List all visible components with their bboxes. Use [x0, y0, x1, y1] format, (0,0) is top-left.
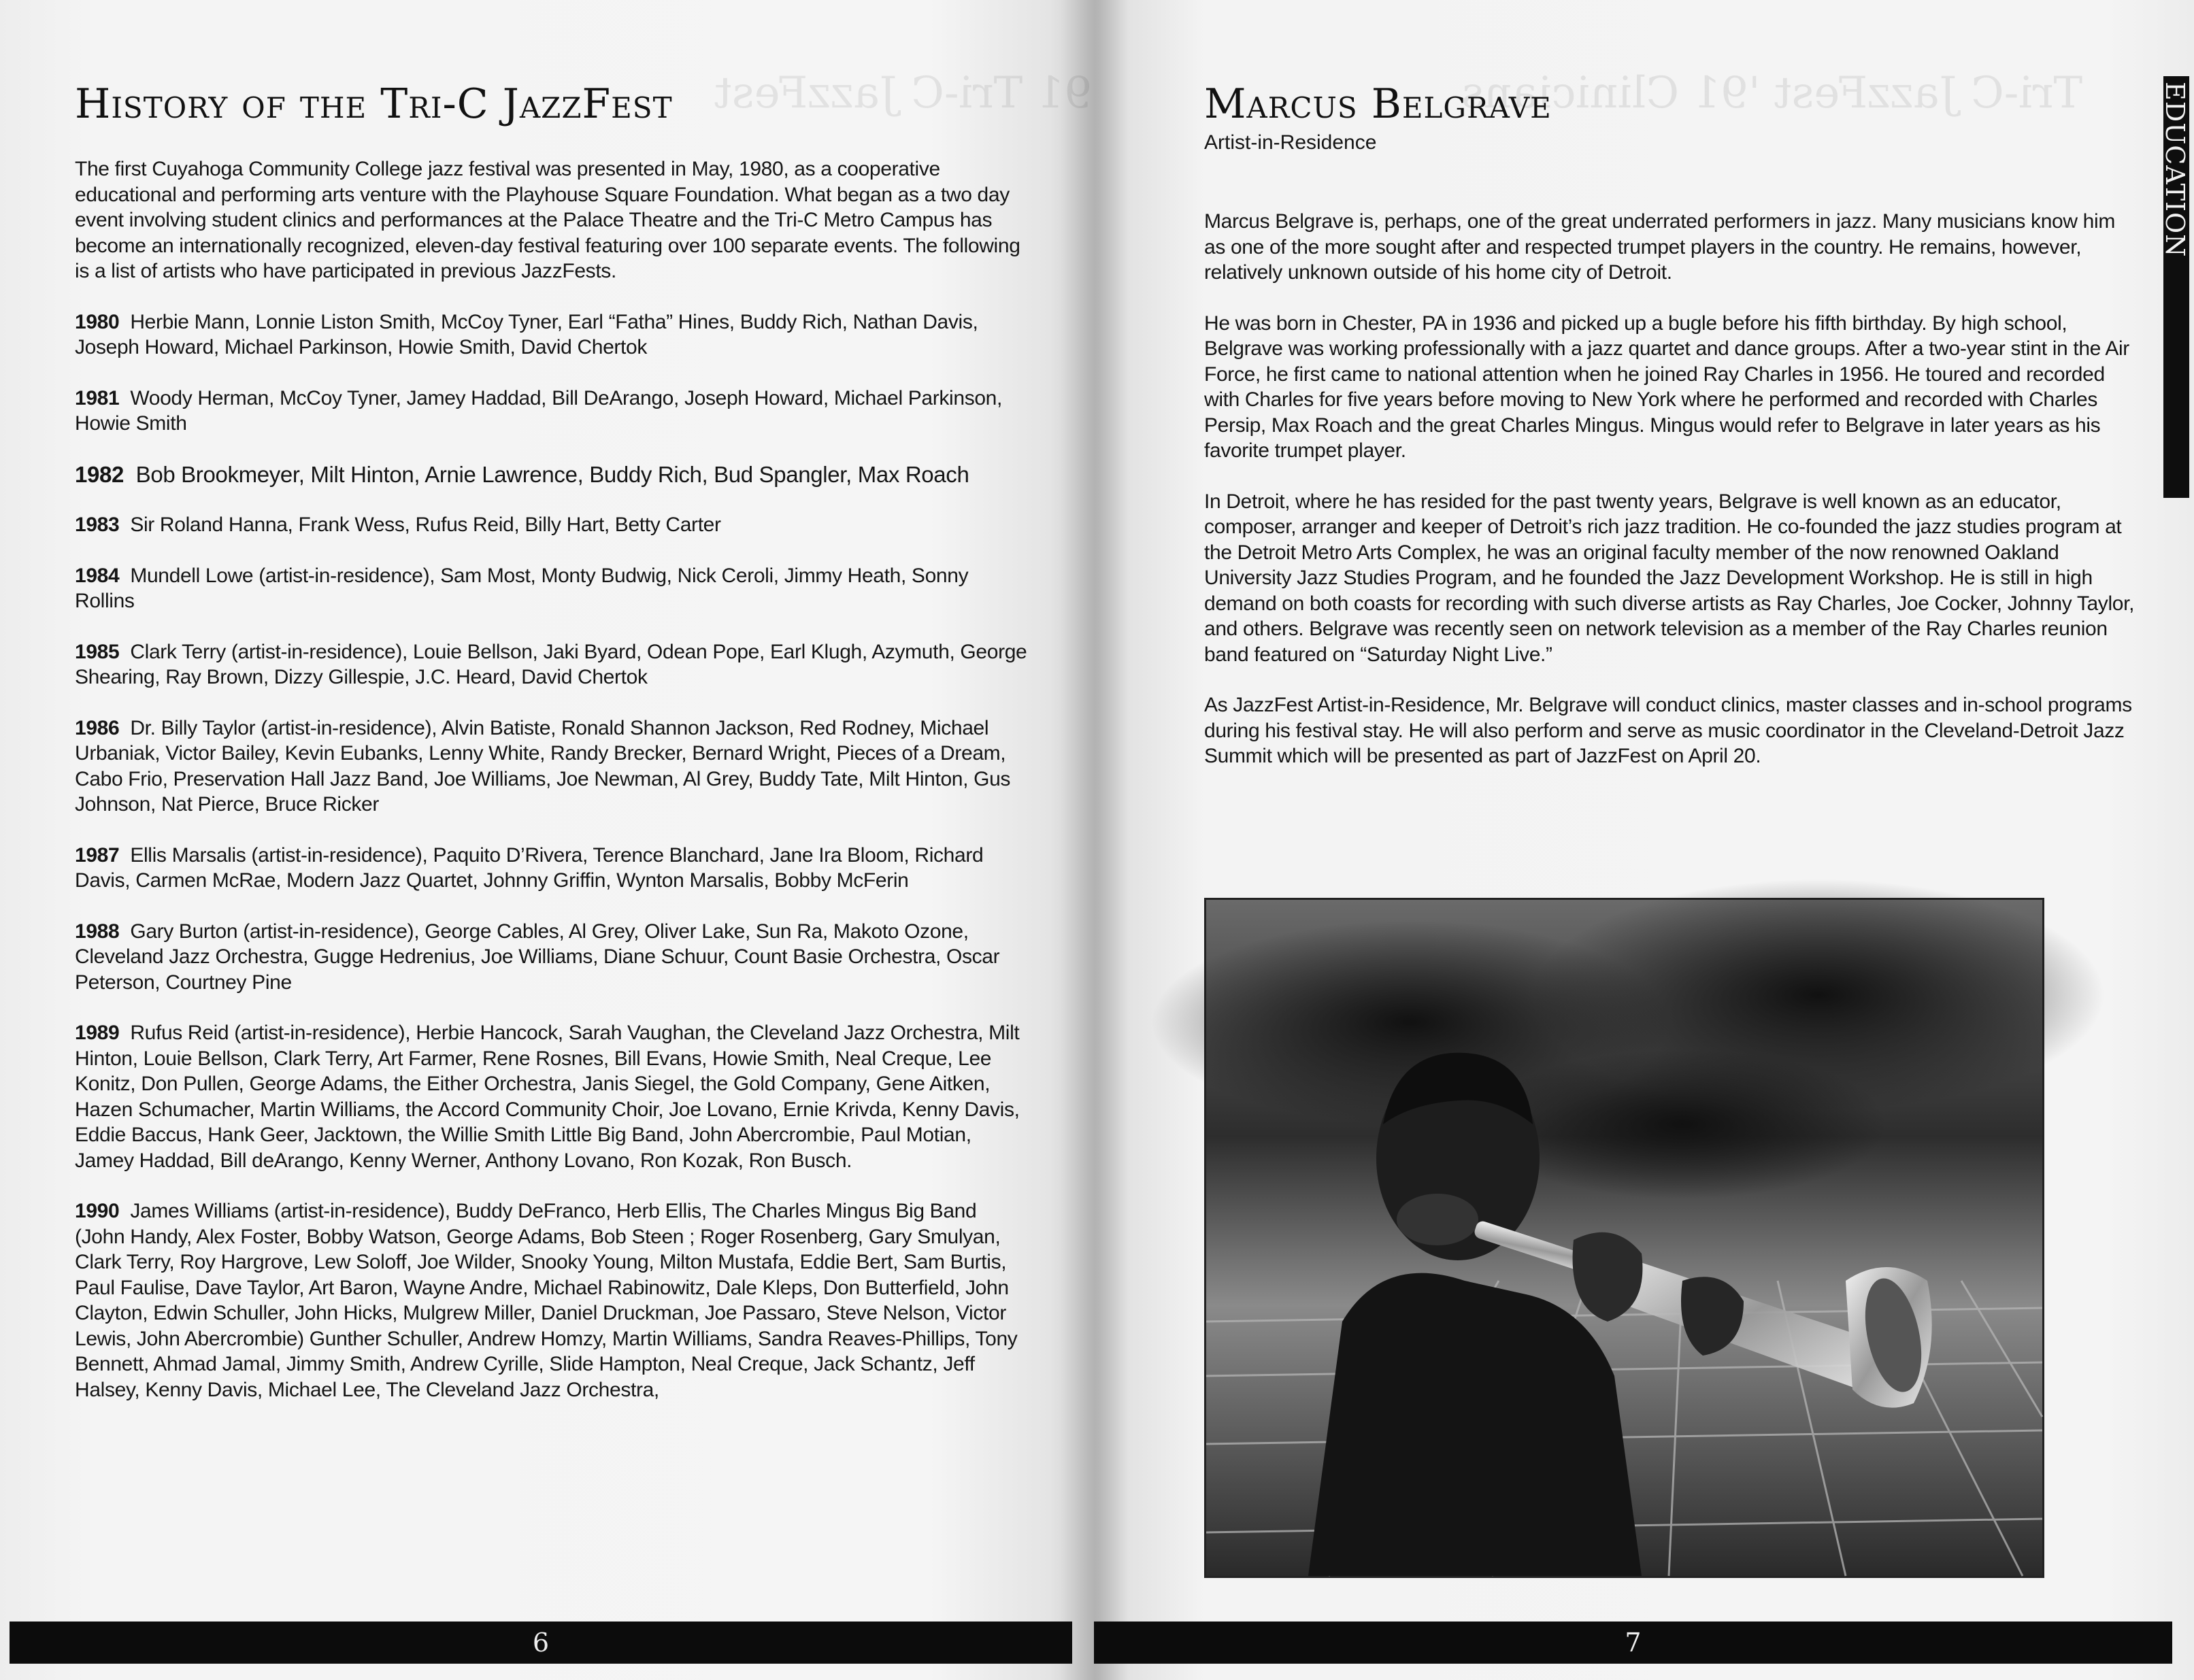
year-label: 1985: [75, 640, 120, 663]
year-label: 1986: [75, 716, 120, 739]
year-entry: [75, 1198, 1027, 1402]
year-label: 1987: [75, 843, 120, 867]
year-label: 1980: [75, 310, 120, 333]
trumpet-player-photo: [1204, 898, 2044, 1578]
page-number-right: 7: [1625, 1628, 1642, 1658]
year-artists: Ellis Marsalis (artist-in-residence), Paquito D’Rivera, Terence Blanchard, Jane Ira Bloom, Richard Davis, Carmen McRae, Modern Jazz Quartet, Johnny Griffin, Wynton Marsalis, Bobby McFerin: [75, 843, 984, 892]
year-entry: [75, 563, 1027, 614]
year-entry: [75, 512, 1027, 538]
year-label: 1983: [75, 514, 120, 536]
year-entry: [75, 309, 1027, 360]
year-artists: Dr. Billy Taylor (artist-in-residence), Alvin Batiste, Ronald Shannon Jackson, Red Rodney, Michael Urbaniak, Victor Bailey, Kevin Eubanks, Lenny White, Randy Brecker, Bernard Wright, Pieces of a Dream, Cabo Frio, Preservation Hall Jazz Band, Joe Williams, Joe Newman, Al Grey, Buddy Tate, Milt Hinton, Gus Johnson, Nat Pierce, Bruce Ricker: [75, 716, 1011, 816]
year-entry: [75, 716, 1027, 818]
year-artists: Herbie Mann, Lonnie Liston Smith, McCoy Tyner, Earl “Fatha” Hines, Buddy Rich, Nathan Davis, Joseph Howard, Michael Parkinson, Howie Smith, David Chertok: [75, 310, 978, 358]
bleed-through-text: Tri-C JazzFest '91 Clinicians: [1461, 68, 2083, 118]
year-label: 1981: [75, 386, 120, 409]
bio-paragraph: As JazzFest Artist-in-Residence, Mr. Belgrave will conduct clinics, master classes and in-school programs during his festival stay. He will also perform and serve as music coordinator in the Cleveland-Detroit Jazz Summit which will be presented as part of JazzFest on April 20.: [1204, 694, 2132, 767]
year-artists: Woody Herman, McCoy Tyner, Jamey Haddad, Bill DeArango, Joseph Howard, Michael Parkinson, Howie Smith: [75, 386, 1003, 435]
year-entry: [75, 1020, 1027, 1173]
year-artists: Mundell Lowe (artist-in-residence), Sam Most, Monty Budwig, Nick Ceroli, Jimmy Heath, Sonny Rollins: [75, 564, 969, 612]
page-number-left: 6: [532, 1628, 550, 1658]
year-artists: Clark Terry (artist-in-residence), Louie Bellson, Jaki Byard, Odean Pope, Earl Klugh, Azymuth, George Shearing, Ray Brown, Dizzy Gillespie, J.C. Heard, David Chertok: [75, 640, 1027, 688]
year-entry: [75, 462, 1027, 488]
year-label: 1990: [75, 1200, 120, 1222]
year-artists: Bob Brookmeyer, Milt Hinton, Arnie Lawrence, Buddy Rich, Bud Spangler, Max Roach: [135, 461, 969, 487]
footer-bar-right: [1094, 1622, 2172, 1664]
bio-paragraph: He was born in Chester, PA in 1936 and picked up a bugle before his fifth birthday. By high school, Belgrave was working professionally with a jazz quartet and dance groups. After a two-year stint in the Air Force, he first came to national attention when he joined Ray Charles in 1956. He toured and recorded with Charles for five years before moving to New York where he performed and recorded with Charles Persip, Max Roach and the great Charles Mingus. Mingus would refer to Belgrave in later years as his favorite trumpet player.: [1204, 312, 2129, 462]
footer-bar-left: [10, 1622, 1072, 1664]
year-artists: Rufus Reid (artist-in-residence), Herbie Hancock, Sarah Vaughan, the Cleveland Jazz Orchestra, Milt Hinton, Louie Bellson, Clark Terry, Art Farmer, Rene Rosnes, Bill Evans, Howie Smith, Neal Creque, Lee Konitz, Don Pullen, George Adams, the Either Orchestra, Janis Siegel, the Gold Company, Gene Aitken, Hazen Schumacher, Martin Williams, the Accord Community Choir, Joe Lovano, Ernie Krivda, Kenny Davis, Eddie Baccus, Hank Geer, Jacktown, the Willie Smith Little Big Band, John Abercrombie, Paul Motian, Jamey Haddad, Bill deArango, Kenny Werner, Anthony Lovano, Ron Kozak, Ron Busch.: [75, 1022, 1020, 1172]
bio-paragraph: In Detroit, where he has resided for the past twenty years, Belgrave is well known as an educator, composer, arranger and keeper of Detroit’s rich jazz tradition. He co-founded the jazz studies program at the Detroit Metro Arts Complex, he was an original faculty member of the now renowned Oakland University Jazz Studies Program, and he founded the Jazz Development Workshop. He is still in high demand on both coasts for recording with such diverse artists as Ray Charles, Joe Cocker, Johnny Taylor, and others. Belgrave was recently seen on network television as a member of the Ray Charles reunion band featured on “Saturday Night Live.”: [1204, 490, 2135, 666]
left-page-title: History of the Tri-C JazzFest: [75, 80, 673, 128]
year-artists: James Williams (artist-in-residence), Buddy DeFranco, Herb Ellis, The Charles Mingus Big Band (John Handy, Alex Foster, Bobby Watson, George Adams, Bob Steen ; Roger Rosenberg, Gary Smulyan, Clark Terry, Roy Hargrove, Lew Soloff, Joe Wilder, Snooky Young, Milton Mustafa, Eddie Bert, Sam Burtis, Paul Faulise, Dave Taylor, Art Baron, Wayne Andre, Michael Rabinowitz, Dale Kleps, Don Butterfield, John Clayton, Edwin Schuller, John Hicks, Mulgrew Miller, Daniel Druckman, Joe Passaro, Steve Nelson, Victor Lewis, John Abercrombie) Gunther Schuller, Andrew Homzy, Martin Williams, Sandra Reaves-Phillips, Tony Bennett, Ahmad Jamal, Jimmy Smith, Andrew Cyrille, Slide Hampton, Neal Creque, Jack Schantz, Jeff Halsey, Kenny Davis, Michael Lee, The Cleveland Jazz Orchestra,: [75, 1200, 1018, 1401]
biography-column: [1204, 209, 2136, 794]
history-intro: The first Cuyahoga Community College jazz festival was presented in May, 1980, as a cooperative educational and performing arts venture with the Playhouse Square Foundation. What began as a two day event involving student clinics and performances at the Palace Theatre and the Tri-C Metro Campus has become an internationally recognized, eleven-day festival featuring over 100 separate events. The following is a list of artists who have participated in previous JazzFests.: [75, 158, 1020, 282]
year-entry: [75, 386, 1027, 437]
year-label: 1988: [75, 920, 120, 943]
bio-paragraph: Marcus Belgrave is, perhaps, one of the great underrated performers in jazz. Many musicians know him as one of the more sought after and respected trumpet players in the country. He remains, however, relatively unknown outside of his home city of Detroit.: [1204, 210, 2115, 284]
bleed-through-text: 1991 Tri-C JazzFest: [714, 68, 1148, 118]
year-entry: [75, 843, 1027, 894]
right-page-subtitle: Artist-in-Residence: [1204, 131, 1377, 154]
section-side-tab: [2160, 76, 2190, 498]
side-tab-label: EDUCATION: [2160, 82, 2190, 258]
right-page-title: Marcus Belgrave: [1204, 80, 1552, 128]
year-artists: Gary Burton (artist-in-residence), George Cables, Al Grey, Oliver Lake, Sun Ra, Makoto Ozone, Cleveland Jazz Orchestra, Gugge Hedrenius, Joe Williams, Diane Schuur, Count Basie Orchestra, Oscar Peterson, Courtney Pine: [75, 920, 1000, 994]
year-label: 1982: [75, 461, 124, 487]
year-label: 1989: [75, 1022, 120, 1044]
year-label: 1984: [75, 564, 120, 587]
year-artists: Sir Roland Hanna, Frank Wess, Rufus Reid, Billy Hart, Betty Carter: [130, 514, 721, 536]
year-entry: [75, 919, 1027, 996]
year-entry: [75, 639, 1027, 690]
photo-illustration: [1206, 900, 2042, 1576]
history-column: [75, 156, 1027, 1428]
